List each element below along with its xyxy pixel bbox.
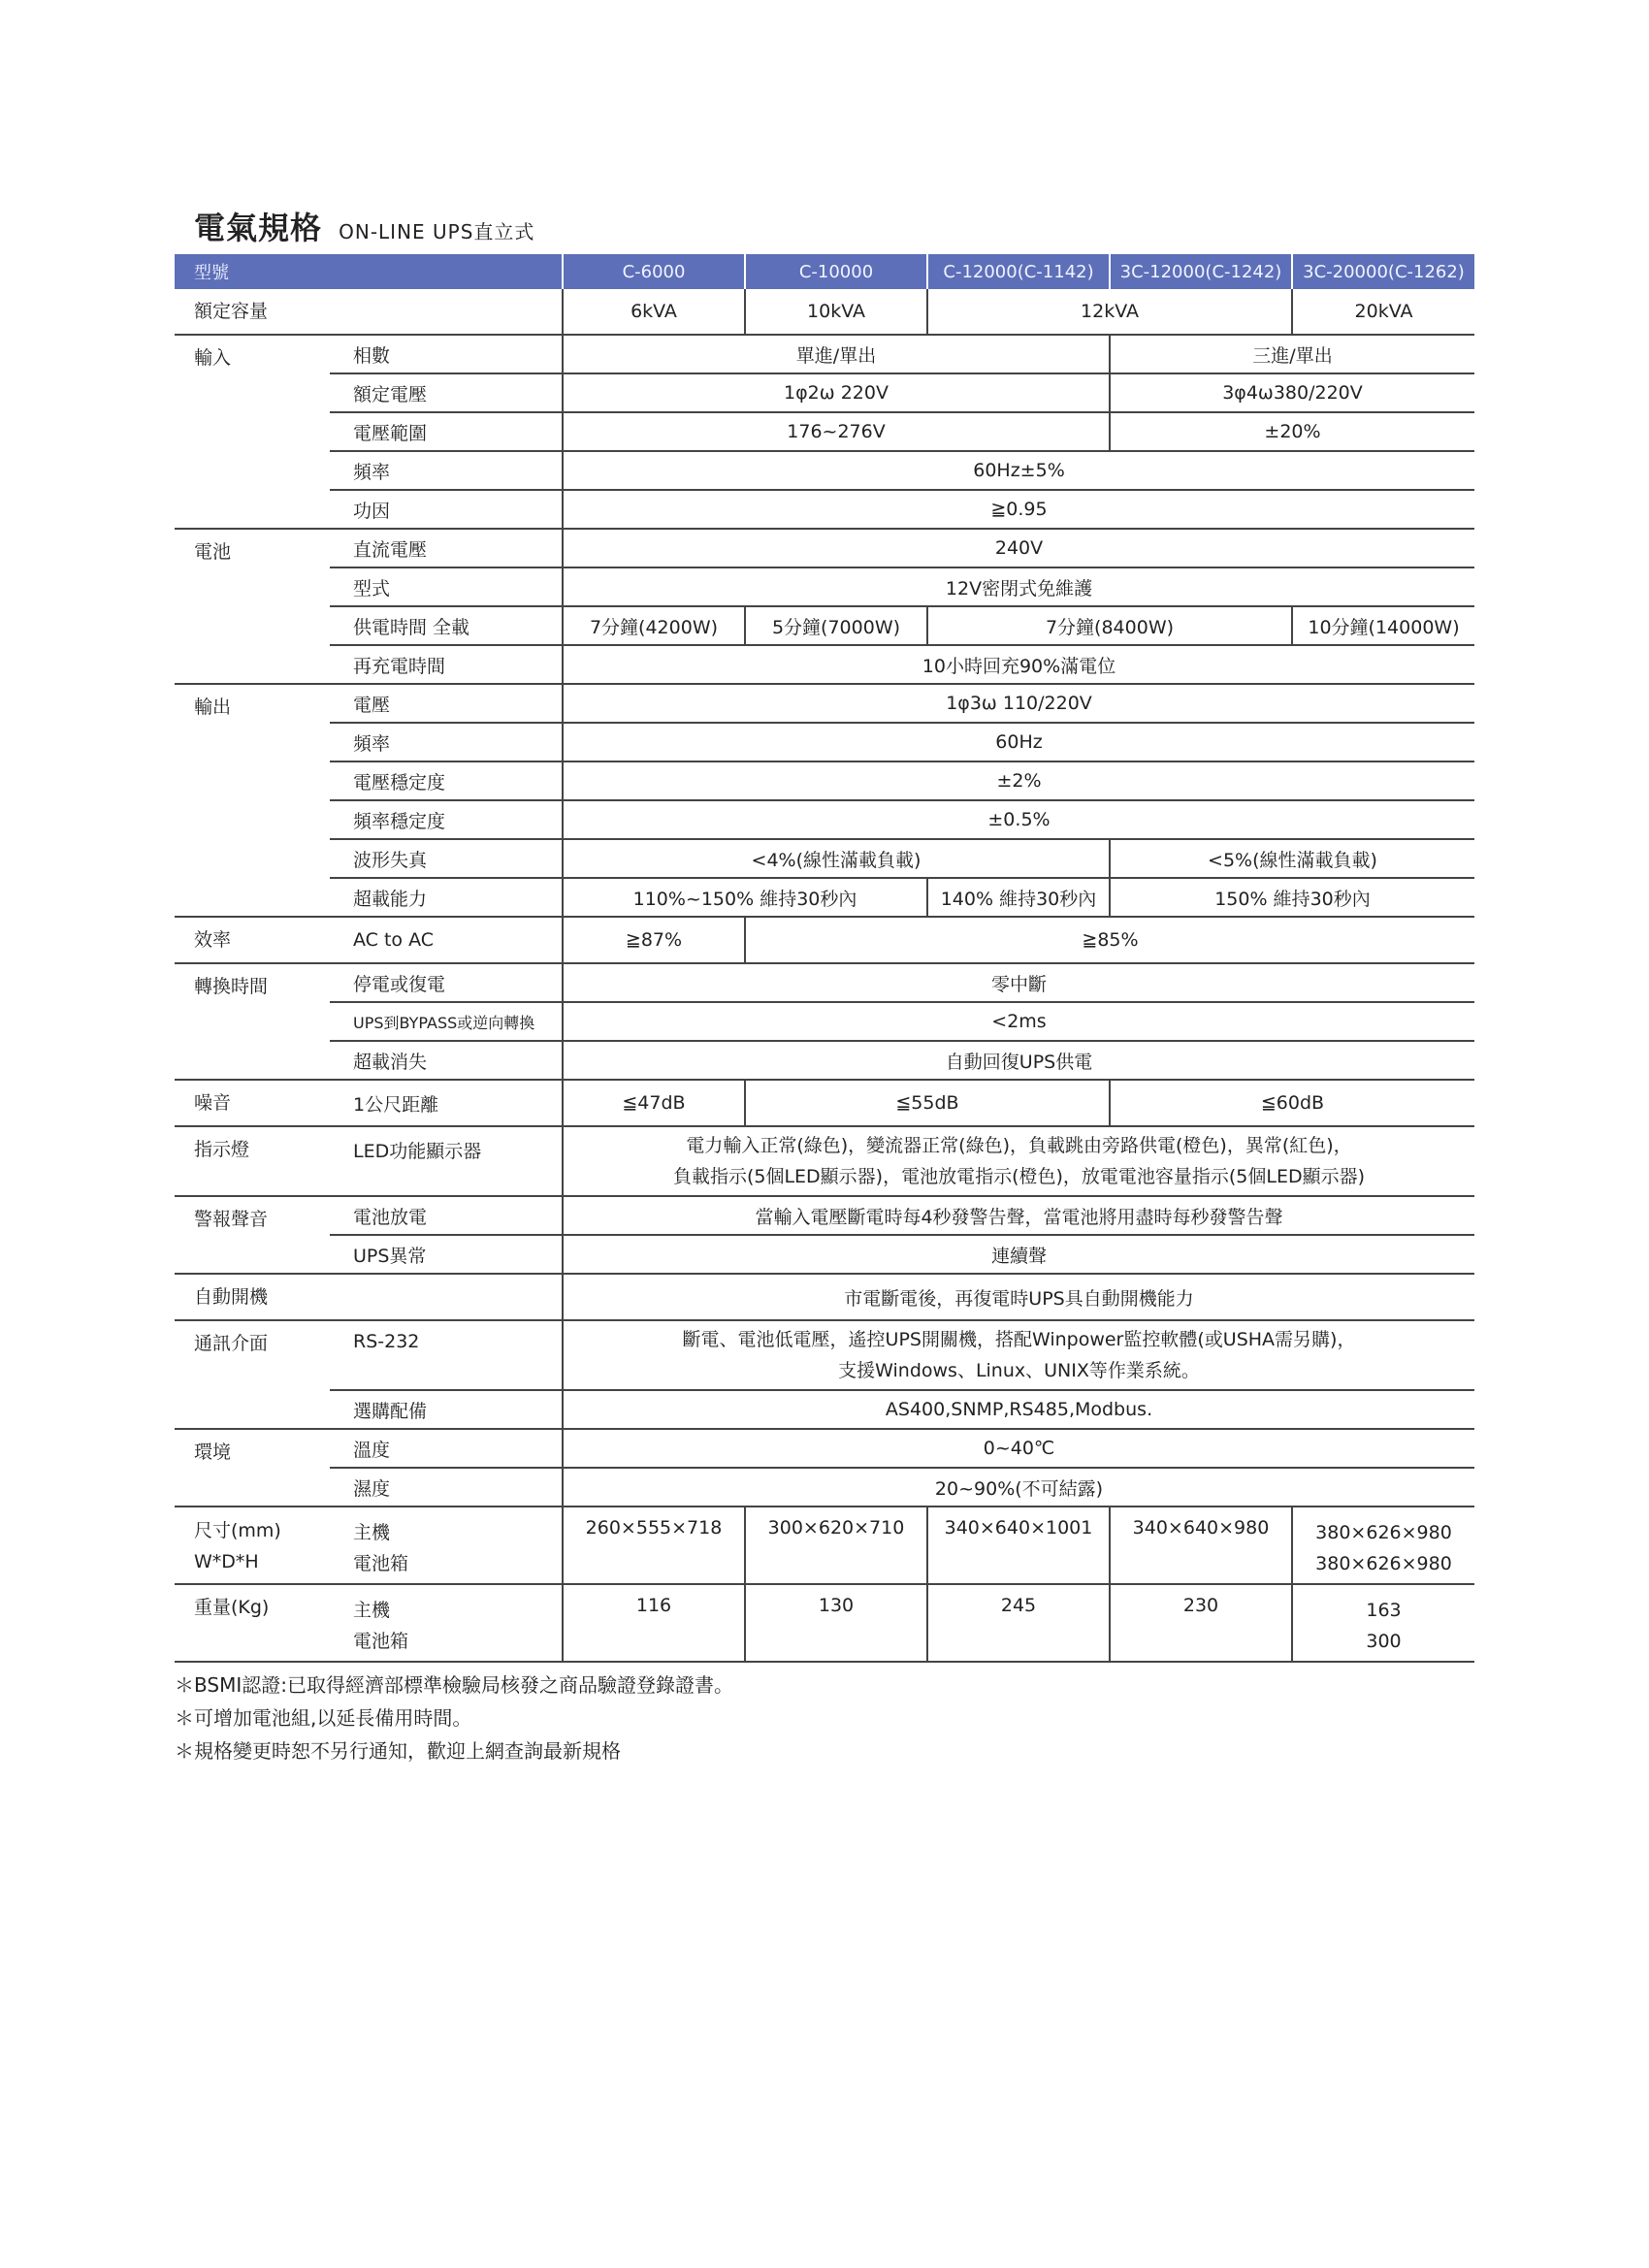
cell: 230 [1110, 1584, 1292, 1662]
cell: <2ms [563, 1002, 1474, 1041]
model-col: 3C-20000(C-1262) [1292, 254, 1474, 289]
cell [563, 1126, 1474, 1196]
row-label: 電池放電 [330, 1196, 563, 1235]
row-label: 自動開機 [175, 1274, 563, 1320]
indicator-line: 負載指示(5個LED顯示器)，電池放電指示(橙色)，放電電池容量指示(5個LED顯示器) [672, 1166, 1366, 1187]
model-label: 型號 [175, 254, 563, 289]
table-row [175, 373, 1474, 412]
cell: 20~90%(不可結露) [563, 1468, 1474, 1507]
row-label: UPS到BYPASS或逆向轉換 [330, 1002, 563, 1041]
row-label: 再充電時間 [330, 645, 563, 684]
cell-line: 380×626×980 [1315, 1522, 1452, 1543]
table-row [175, 723, 1474, 761]
cell: 3φ4ω380/220V [1110, 373, 1474, 412]
row-label: 額定電壓 [330, 373, 563, 412]
cell: 連續聲 [563, 1235, 1474, 1274]
row-label: 溫度 [330, 1429, 563, 1468]
cell: 零中斷 [563, 963, 1474, 1002]
cell: ±0.5% [563, 800, 1474, 839]
category-label: 重量(Kg) [175, 1584, 330, 1662]
table-row [175, 1002, 1474, 1041]
row-label: 1公尺距離 [330, 1080, 563, 1126]
table-row [175, 1196, 1474, 1235]
cell: ±2% [563, 761, 1474, 800]
table-row [175, 645, 1474, 684]
sub-label: 電池箱 [353, 1553, 409, 1574]
cell [1292, 1584, 1474, 1662]
category-label: 輸出 [175, 684, 330, 917]
category-label: 效率 [175, 917, 330, 963]
cell: 1φ3ω 110/220V [563, 684, 1474, 723]
table-row [175, 963, 1474, 1002]
model-col: C-6000 [563, 254, 745, 289]
footnote: ＊可增加電池組,以延長備用時間。 [175, 1706, 472, 1730]
cell: 300×620×710 [745, 1507, 927, 1584]
row-label: 頻率穩定度 [330, 800, 563, 839]
table-row [175, 567, 1474, 606]
cell: 340×640×980 [1110, 1507, 1292, 1584]
table-header-row [175, 254, 1474, 289]
row-label: 直流電壓 [330, 529, 563, 567]
cell: 5分鐘(7000W) [745, 606, 927, 645]
cell: 三進/單出 [1110, 335, 1474, 373]
cell: 12kVA [927, 289, 1292, 335]
cell: 7分鐘(4200W) [563, 606, 745, 645]
comm-line: 斷電、電池低電壓，遙控UPS開關機，搭配Winpower監控軟體(或USHA需另購)， [682, 1329, 1356, 1350]
table-row [175, 1390, 1474, 1429]
table-row [175, 1126, 1474, 1196]
cell: 240V [563, 529, 1474, 567]
row-label: 濕度 [330, 1468, 563, 1507]
table-row [175, 917, 1474, 963]
cell: 116 [563, 1584, 745, 1662]
spec-title [194, 204, 534, 248]
category-label: 電池 [175, 529, 330, 684]
table-row [175, 839, 1474, 878]
row-label: 停電或復電 [330, 963, 563, 1002]
table-row [175, 1080, 1474, 1126]
cell: 10小時回充90%滿電位 [563, 645, 1474, 684]
cell: 12V密閉式免維護 [563, 567, 1474, 606]
row-label [330, 1507, 563, 1584]
cell-line: 380×626×980 [1315, 1553, 1452, 1574]
dimension-unit: W*D*H [194, 1551, 259, 1572]
category-label: 通訊介面 [175, 1320, 330, 1429]
table-row [175, 1235, 1474, 1274]
row-label: 超載消失 [330, 1041, 563, 1080]
cell: 7分鐘(8400W) [927, 606, 1292, 645]
category-label: 輸入 [175, 335, 330, 529]
cell: 150% 維持30秒內 [1110, 878, 1474, 917]
model-col: C-10000 [745, 254, 927, 289]
indicator-text [569, 1130, 1469, 1192]
row-label: 供電時間 全載 [330, 606, 563, 645]
comm-line: 支援Windows、Linux、UNIX等作業系統。 [838, 1360, 1200, 1381]
row-label: LED功能顯示器 [330, 1126, 563, 1196]
cell: AS400,SNMP,RS485,Modbus. [563, 1390, 1474, 1429]
row-label: 頻率 [330, 451, 563, 490]
spec-table [175, 254, 1474, 1663]
cell: 單進/單出 [563, 335, 1110, 373]
cell: ±20% [1110, 412, 1474, 451]
row-label: RS-232 [330, 1320, 563, 1390]
cell: ≧85% [745, 917, 1474, 963]
table-row [175, 289, 1474, 335]
table-row [175, 1274, 1474, 1320]
cell: 1φ2ω 220V [563, 373, 1110, 412]
sub-label: 主機 [353, 1600, 391, 1621]
row-label: 相數 [330, 335, 563, 373]
cell: 245 [927, 1584, 1110, 1662]
cell: 市電斷電後，再復電時UPS具自動開機能力 [563, 1274, 1474, 1320]
indicator-line: 電力輸入正常(綠色)，變流器正常(綠色)，負載跳由旁路供電(橙色)，異常(紅色)， [686, 1135, 1352, 1156]
row-label: 電壓範圍 [330, 412, 563, 451]
cell: ≦55dB [745, 1080, 1110, 1126]
row-label: 電壓穩定度 [330, 761, 563, 800]
row-label: 波形失真 [330, 839, 563, 878]
cell: 當輸入電壓斷電時每4秒發警告聲，當電池將用盡時每秒發警告聲 [563, 1196, 1474, 1235]
cell: ≧87% [563, 917, 745, 963]
row-label: 選購配備 [330, 1390, 563, 1429]
footnote: ＊規格變更時恕不另行通知，歡迎上網查詢最新規格 [175, 1739, 621, 1763]
cell: 60Hz [563, 723, 1474, 761]
row-label: 型式 [330, 567, 563, 606]
cell-line: 163 [1366, 1600, 1402, 1621]
table-row [175, 684, 1474, 723]
footnote: ＊BSMI認證:已取得經濟部標準檢驗局核發之商品驗證登錄證書。 [175, 1673, 733, 1697]
cell: ≦60dB [1110, 1080, 1474, 1126]
cell [1292, 1507, 1474, 1584]
sub-label: 電池箱 [353, 1631, 409, 1652]
row-label: AC to AC [330, 917, 563, 963]
dimension-label: 尺寸(mm) [194, 1520, 281, 1541]
row-label: 頻率 [330, 723, 563, 761]
table-row [175, 606, 1474, 645]
table-row [175, 1041, 1474, 1080]
table-row [175, 800, 1474, 839]
table-row [175, 761, 1474, 800]
cell: ≧0.95 [563, 490, 1474, 529]
table-row [175, 1320, 1474, 1390]
category-label: 環境 [175, 1429, 330, 1507]
cell: <4%(線性滿載負載) [563, 839, 1110, 878]
table-row [175, 1507, 1474, 1584]
table-row [175, 335, 1474, 373]
comm-text [569, 1324, 1469, 1386]
spec-table-wrapper [175, 254, 1474, 1663]
cell: 340×640×1001 [927, 1507, 1110, 1584]
cell: 自動回復UPS供電 [563, 1041, 1474, 1080]
category-label: 指示燈 [175, 1126, 330, 1196]
row-label: 電壓 [330, 684, 563, 723]
table-row [175, 451, 1474, 490]
table-row [175, 529, 1474, 567]
table-row [175, 490, 1474, 529]
cell: 260×555×718 [563, 1507, 745, 1584]
row-label: UPS異常 [330, 1235, 563, 1274]
table-row [175, 1429, 1474, 1468]
cell: 0~40℃ [563, 1429, 1474, 1468]
cell: <5%(線性滿載負載) [1110, 839, 1474, 878]
cell: 10kVA [745, 289, 927, 335]
row-label: 功因 [330, 490, 563, 529]
cell: 130 [745, 1584, 927, 1662]
category-label [175, 1507, 330, 1584]
cell: 140% 維持30秒內 [927, 878, 1110, 917]
table-row [175, 1468, 1474, 1507]
cell: 60Hz±5% [563, 451, 1474, 490]
cell: 20kVA [1292, 289, 1474, 335]
footnotes [175, 1669, 733, 1767]
cell: 6kVA [563, 289, 745, 335]
cell: 10分鐘(14000W) [1292, 606, 1474, 645]
cell: ≦47dB [563, 1080, 745, 1126]
cell [563, 1320, 1474, 1390]
cell: 110%~150% 維持30秒內 [563, 878, 927, 917]
category-label: 噪音 [175, 1080, 330, 1126]
category-label: 警報聲音 [175, 1196, 330, 1274]
title-main: 電氣規格 [194, 210, 323, 246]
row-label [330, 1584, 563, 1662]
model-col: C-12000(C-1142) [927, 254, 1110, 289]
category-label: 轉換時間 [175, 963, 330, 1080]
sub-label: 主機 [353, 1522, 391, 1543]
cell: 176~276V [563, 412, 1110, 451]
cell-line: 300 [1366, 1631, 1402, 1652]
row-label: 額定容量 [175, 289, 563, 335]
model-col: 3C-12000(C-1242) [1110, 254, 1292, 289]
table-row [175, 412, 1474, 451]
table-row [175, 1584, 1474, 1662]
title-sub: ON-LINE UPS直立式 [339, 220, 535, 243]
table-row [175, 878, 1474, 917]
row-label: 超載能力 [330, 878, 563, 917]
